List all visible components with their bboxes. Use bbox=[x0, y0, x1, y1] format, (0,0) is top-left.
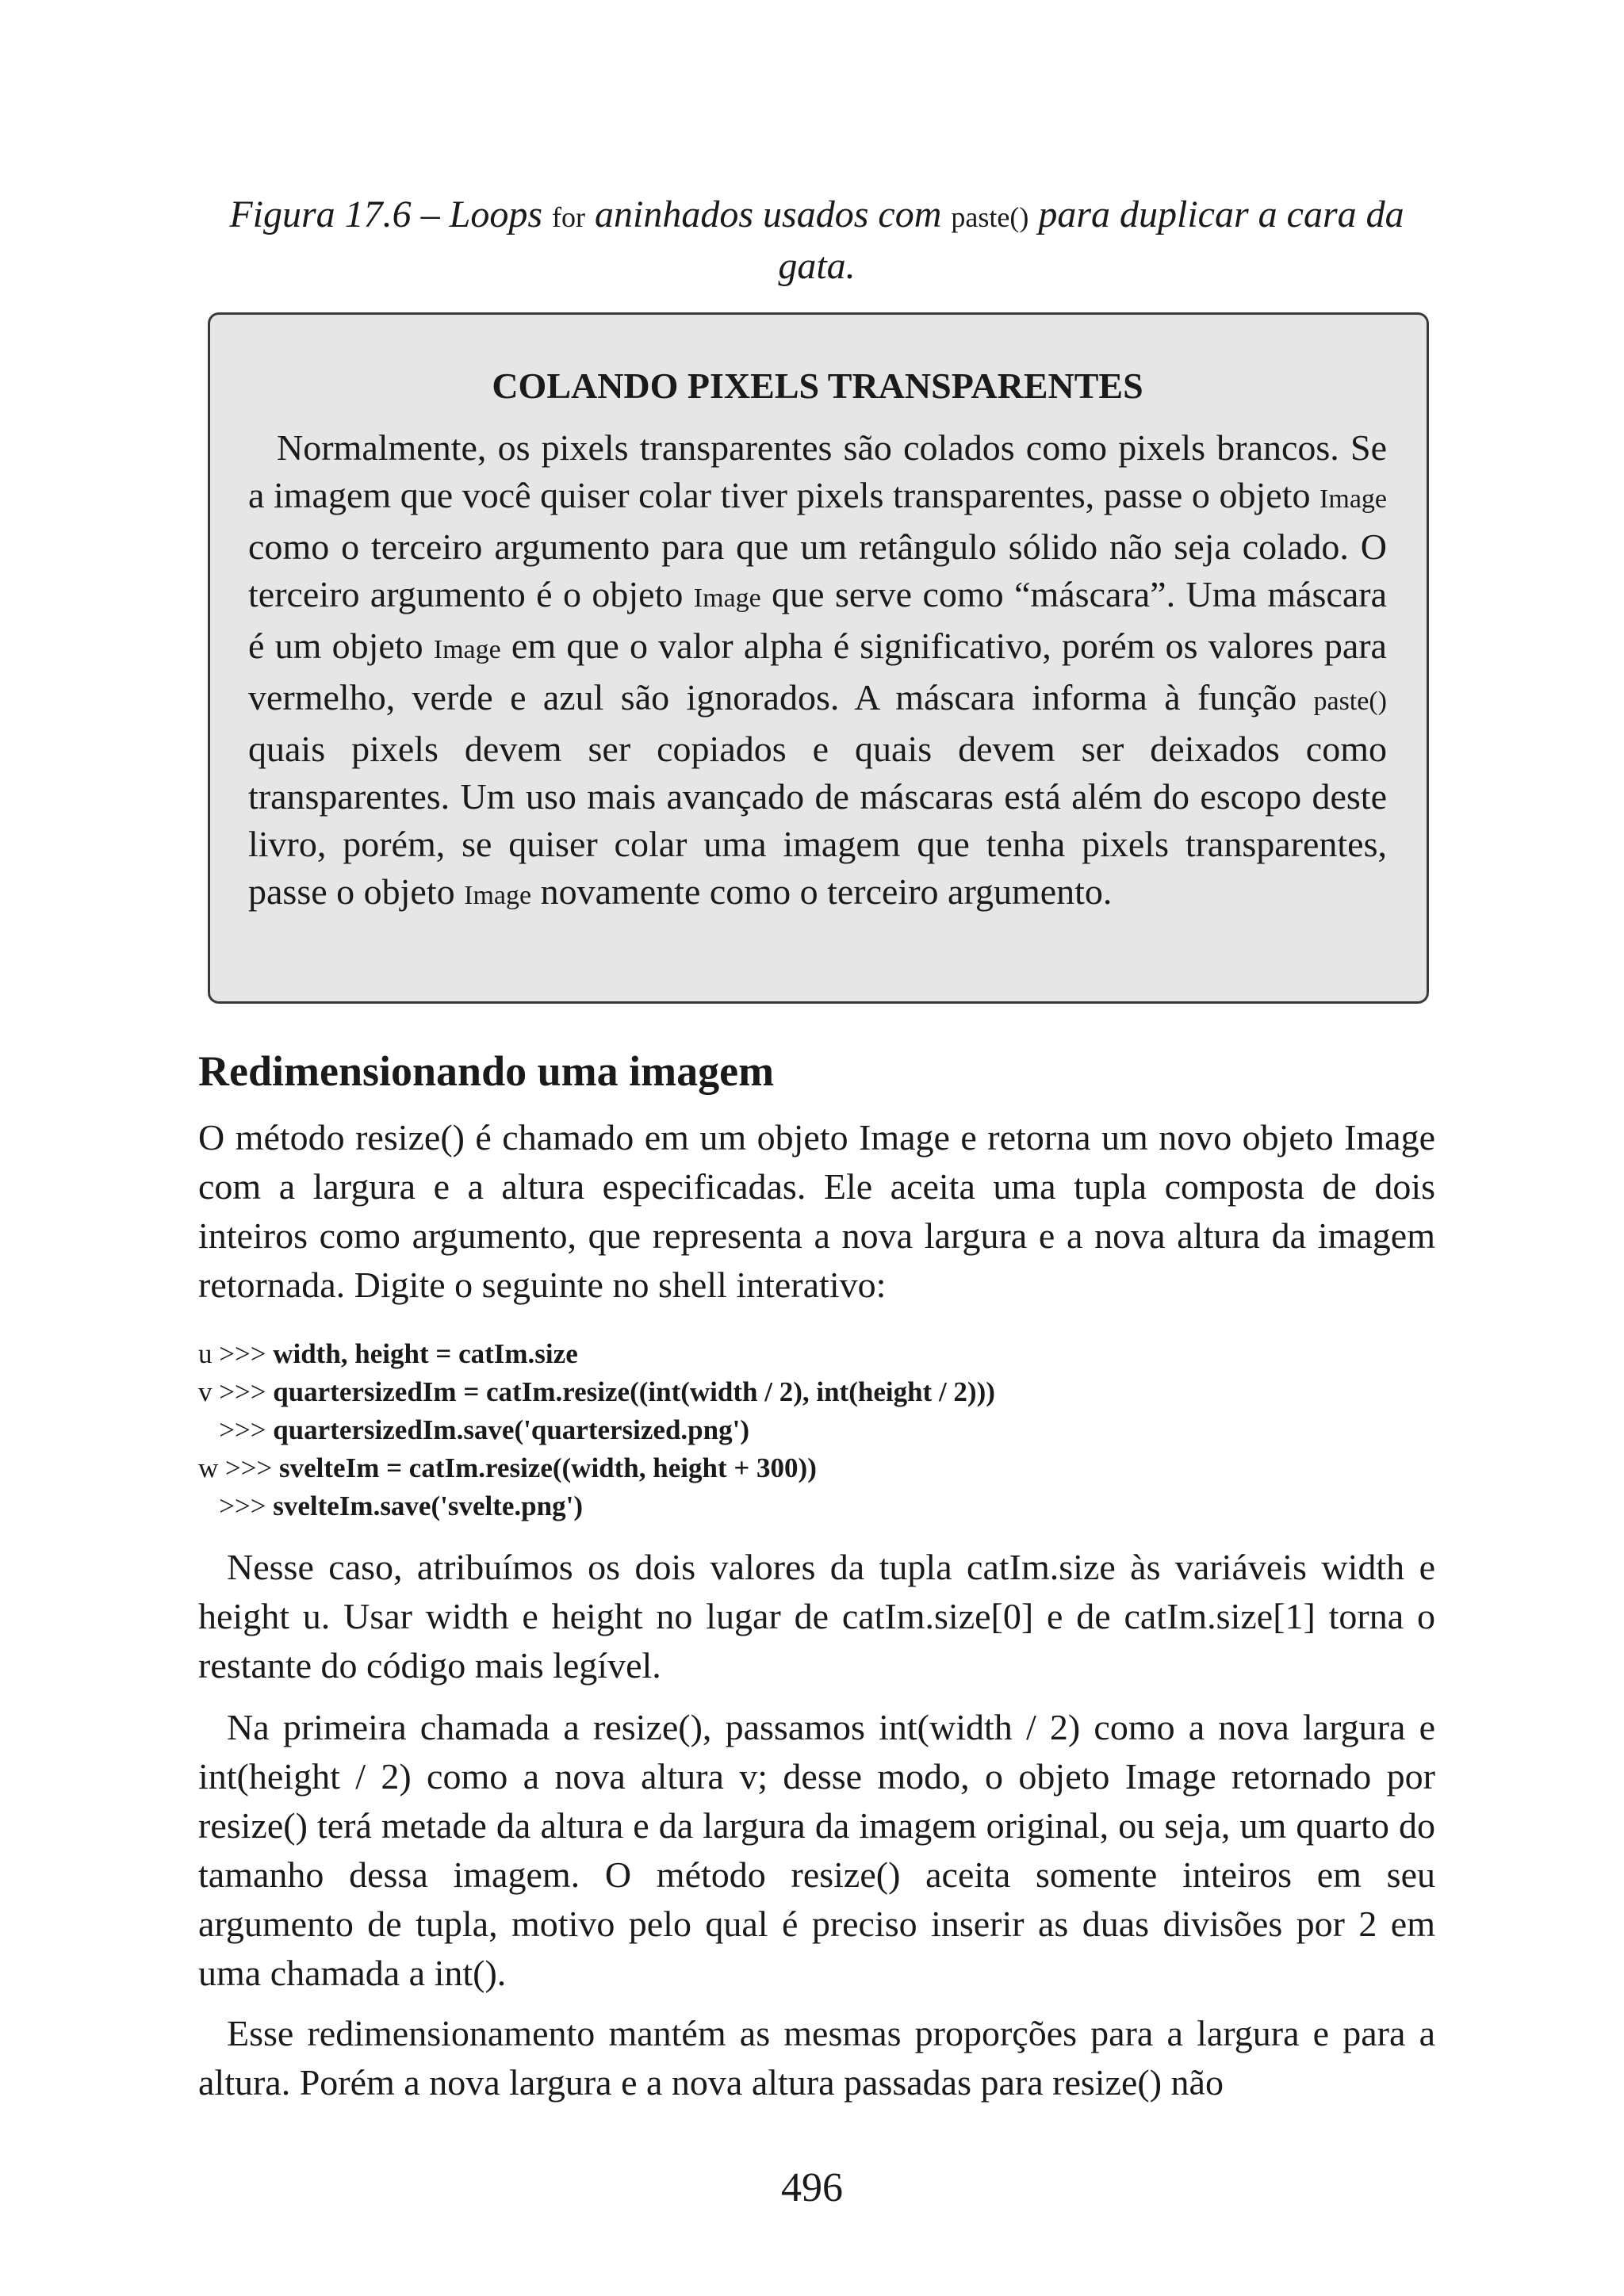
code-command: svelteIm.save('svelte.png') bbox=[273, 1490, 583, 1521]
body-paragraph-intro: O método resize() é chamado em um objeto Image e retorna um novo objeto Image com a largura e a altura especificadas. Ele aceita uma tupla composta de dois inteiros como argumento, que representa a nova largura e a nova altura da imagem retornada. Digite o seguinte no shell interativo: bbox=[198, 1117, 1435, 1305]
code-prompt: >>> bbox=[219, 1338, 274, 1369]
code-prompt: >>> bbox=[219, 1490, 274, 1521]
code-command: quartersizedIm.save('quartersized.png') bbox=[273, 1414, 749, 1445]
code-line bbox=[198, 1487, 1435, 1525]
caption-code-paste: paste() bbox=[951, 201, 1029, 233]
code-marker: u bbox=[198, 1338, 220, 1369]
caption-code-for: for bbox=[552, 201, 586, 233]
sidebar-body bbox=[248, 424, 1387, 920]
body-paragraph: Nesse caso, atribuímos os dois valores da tupla catIm.size às variáveis width e height u. Usar width e height no lugar de catIm.size[0] e de catIm.size[1] torna o restante do código mais legível. bbox=[198, 1547, 1435, 1686]
code-prompt: >>> bbox=[225, 1452, 279, 1483]
sidebar-text: quais pixels devem ser copiados e quais devem ser deixados como transparentes. Um uso mais avançado de máscaras está além do escopo deste livro, porém, se quiser colar uma imagem que tenha pixels transparentes, passe o objeto bbox=[248, 729, 1387, 912]
sidebar-code-image: Image bbox=[464, 881, 532, 910]
code-marker bbox=[198, 1414, 219, 1445]
sidebar-code-paste: paste() bbox=[1313, 687, 1387, 716]
code-prompt: >>> bbox=[219, 1414, 274, 1445]
page-number: 496 bbox=[781, 2165, 843, 2210]
code-line bbox=[198, 1335, 1435, 1373]
body-paragraph: Na primeira chamada a resize(), passamos int(width / 2) como a nova largura e int(height / 2) como a nova altura v; desse modo, o objeto Image retornado por resize() terá metade da altura e da largura da imagem original, ou seja, um quarto do tamanho dessa imagem. O método resize() aceita somente inteiros em seu argumento de tupla, motivo pelo qual é preciso inserir as duas divisões por 2 em uma chamada a int(). bbox=[198, 1707, 1435, 1993]
sidebar-text: que serve como “máscara”. Uma máscara é um objeto bbox=[248, 574, 1387, 666]
code-marker: v bbox=[198, 1376, 220, 1407]
sidebar-text: Normalmente, os pixels transparentes são colados como pixels brancos. Se a imagem que você quiser colar tiver pixels transparentes, passe o objeto bbox=[248, 427, 1387, 515]
section-heading: Redimensionando uma imagem bbox=[198, 1047, 775, 1095]
caption-text-1: Figura 17.6 – Loops bbox=[229, 193, 553, 235]
code-line bbox=[198, 1411, 1435, 1449]
code-line bbox=[198, 1449, 1435, 1487]
sidebar-text: novamente como o terceiro argumento. bbox=[531, 871, 1113, 912]
code-prompt: >>> bbox=[219, 1376, 274, 1407]
figure-caption bbox=[198, 190, 1435, 291]
caption-text-3: para duplicar a cara da gata. bbox=[778, 193, 1404, 287]
sidebar-code-image: Image bbox=[693, 584, 761, 613]
sidebar-text: como o terceiro argumento para que um retângulo sólido não seja colado. O terceiro argumento é o objeto bbox=[248, 526, 1387, 614]
code-marker bbox=[198, 1490, 219, 1521]
code-command: quartersizedIm = catIm.resize((int(width / 2), int(height / 2))) bbox=[273, 1376, 995, 1407]
code-marker: w bbox=[198, 1452, 226, 1483]
code-command: width, height = catIm.size bbox=[273, 1338, 578, 1369]
body-paragraph: Esse redimensionamento mantém as mesmas proporções para a largura e para a altura. Porém a nova largura e a nova altura passadas para resize() não bbox=[198, 2013, 1435, 2103]
code-line bbox=[198, 1373, 1435, 1411]
caption-text-2: aninhados usados com bbox=[585, 193, 952, 235]
sidebar-code-image: Image bbox=[433, 635, 501, 664]
sidebar-code-image: Image bbox=[1320, 484, 1387, 514]
code-listing bbox=[198, 1335, 1435, 1525]
sidebar-note-box bbox=[208, 312, 1429, 1004]
sidebar-title: COLANDO PIXELS TRANSPARENTES bbox=[492, 365, 1143, 406]
code-command: svelteIm = catIm.resize((width, height + 300)) bbox=[279, 1452, 817, 1483]
sidebar-text: em que o valor alpha é significativo, porém os valores para vermelho, verde e azul são ignorados. A máscara informa à função bbox=[248, 626, 1387, 718]
